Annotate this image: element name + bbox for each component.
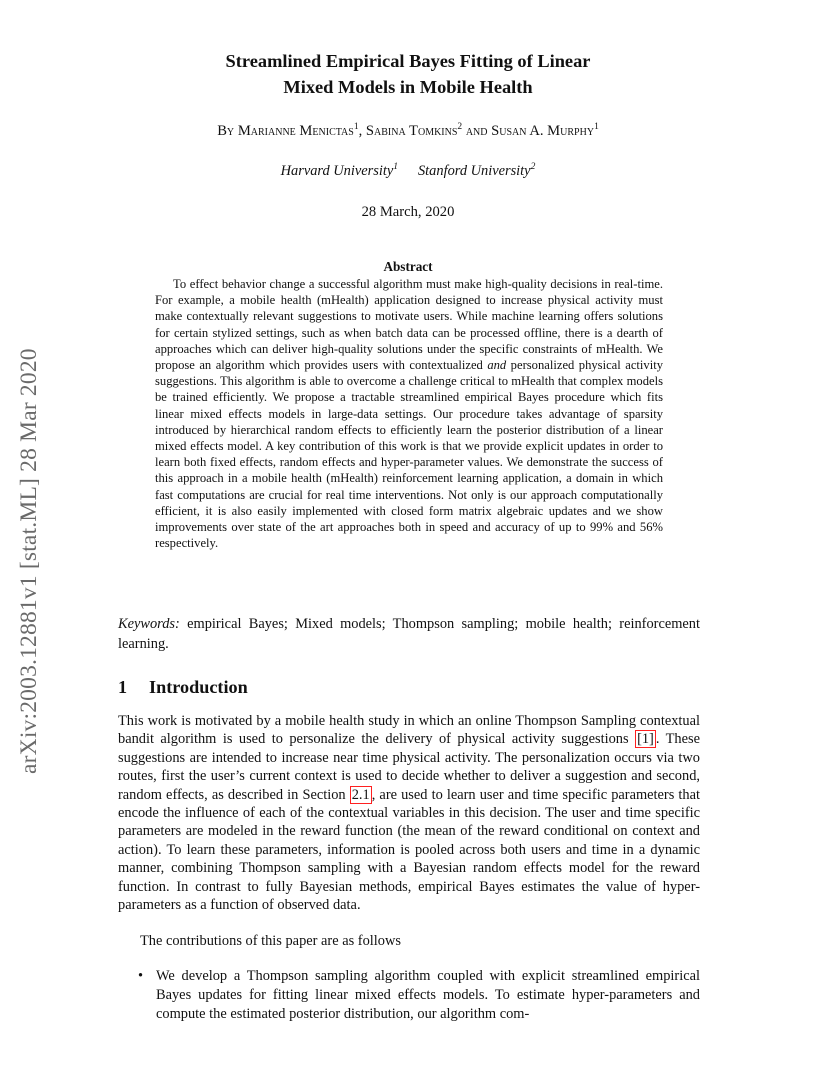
intro-paragraph <box>118 712 700 914</box>
arxiv-side-stamp: arXiv:2003.12881v1 [stat.ML] 28 Mar 2020 <box>16 348 42 774</box>
affiliation-1-mark: 1 <box>393 162 398 173</box>
author-3-affil-mark: 1 <box>594 122 599 133</box>
author-1: Marianne Menictas <box>237 123 354 139</box>
title-line-1: Streamlined Empirical Bayes Fitting of Linear <box>225 51 591 71</box>
paper-date: 28 March, 2020 <box>361 204 455 220</box>
contribution-bullet-1: We develop a Thompson sampling algorithm coupled with explicit streamlined empirical Bayes updates for fitting linear mixed effects models. To estimate hyper-parameters and compute the estimated posterior distribution, our algorithm com- <box>156 968 700 1022</box>
keywords <box>118 615 700 654</box>
by-word: By <box>217 123 235 139</box>
and-word: and <box>465 123 488 139</box>
bullet-icon: • <box>138 968 144 984</box>
abstract-heading: Abstract <box>383 259 433 274</box>
author-1-affil-mark: 1 <box>353 122 359 133</box>
abstract-part-2: personalized physical activity suggestions. This algorithm is able to overcome a challenge critical to mHealth that complex models be trained efficiently. We propose a tractable streamlined empirical Bayes procedure which fits linear mixed effects models in large-data settings. Our procedure takes advantage of sparsity introduced by hierarchical random effects to efficiently learn the posterior distribution of a linear mixed effects model. A key contribution of this work is that we provide explicit updates in order to learn both fixed effects, random effects and hyper-parameter values. We demonstrate the success of this approach in a mobile health (mHealth) reinforcement learning application, a domain in which fast computations are crucial for real time interventions. Not only is our approach computationally efficient, it is also easily implemented with closed form matrix algebraic updates and we show improvements over state of the art approaches both in speed and accuracy of up to 99% and 56% respectively. <box>155 358 663 551</box>
affiliation-1: Harvard University <box>280 163 394 179</box>
author-2: Sabina Tomkins <box>365 123 458 139</box>
keywords-label: Keywords: <box>118 616 180 632</box>
abstract-emphasis: and <box>487 358 507 373</box>
keywords-text: empirical Bayes; Mixed models; Thompson sampling; mobile health; reinforcement learning. <box>118 616 700 652</box>
affiliation-2-mark: 2 <box>530 162 536 173</box>
author-line: By Marianne Menictas$^1$, Sabina Tomkins$^2$ and Susan A. Murphy$^1$ <box>217 122 599 139</box>
section-number: 1 <box>118 677 128 697</box>
intro-part-1: This work is motivated by a mobile health study in which an online Thompson Sampling contextual bandit algorithm is used to personalize the delivery of physical activity suggestions <box>118 713 700 748</box>
abstract-part-1: To effect behavior change a successful algorithm must make high-quality decisions in real-time. For example, a mobile health (mHealth) application designed to increase physical activity must make contextually relevant suggestions to motivate users. While machine learning offers solutions for certain stylized settings, such as when batch data can be processed offline, there is a dearth of approaches which can deliver high-quality solutions under the specific constraints of mHealth. We propose an algorithm which provides users with contextualized <box>155 277 663 373</box>
affiliation-2: Stanford University <box>417 163 531 179</box>
paper-title <box>118 48 698 100</box>
abstract-text <box>155 276 663 551</box>
contributions-intro: The contributions of this paper are as follows <box>140 933 401 949</box>
intro-part-2: . These suggestions are intended to increase near time physical activity. The personalization occurs via two routes, first the user’s current context is used to decide whether to deliver a suggestion and second, random effects, as described in Section <box>118 731 700 803</box>
intro-part-3: , are used to learn user and time specific parameters that encode the influence of each of the contextual variables in this decision. The user and time specific parameters are modeled in the reward function (the mean of the reward conditional on context and action). To learn these parameters, information is pooled across both users and time in a dynamic manner, combining Thompson sampling with a Bayesian random effects model for the reward function. In contrast to fully Bayesian methods, empirical Bayes estimates the value of hyper-parameters as a function of observed data. <box>118 786 701 914</box>
section-title: Introduction <box>149 677 248 697</box>
author-3: Susan A. Murphy <box>491 123 595 139</box>
title-line-2: Mixed Models in Mobile Health <box>283 77 533 97</box>
author-2-affil-mark: 2 <box>457 122 463 133</box>
section-heading <box>118 675 248 699</box>
section-ref-link[interactable]: 2.1 <box>351 786 370 803</box>
citation-link[interactable]: [1] <box>637 731 654 748</box>
affiliations <box>118 161 698 181</box>
